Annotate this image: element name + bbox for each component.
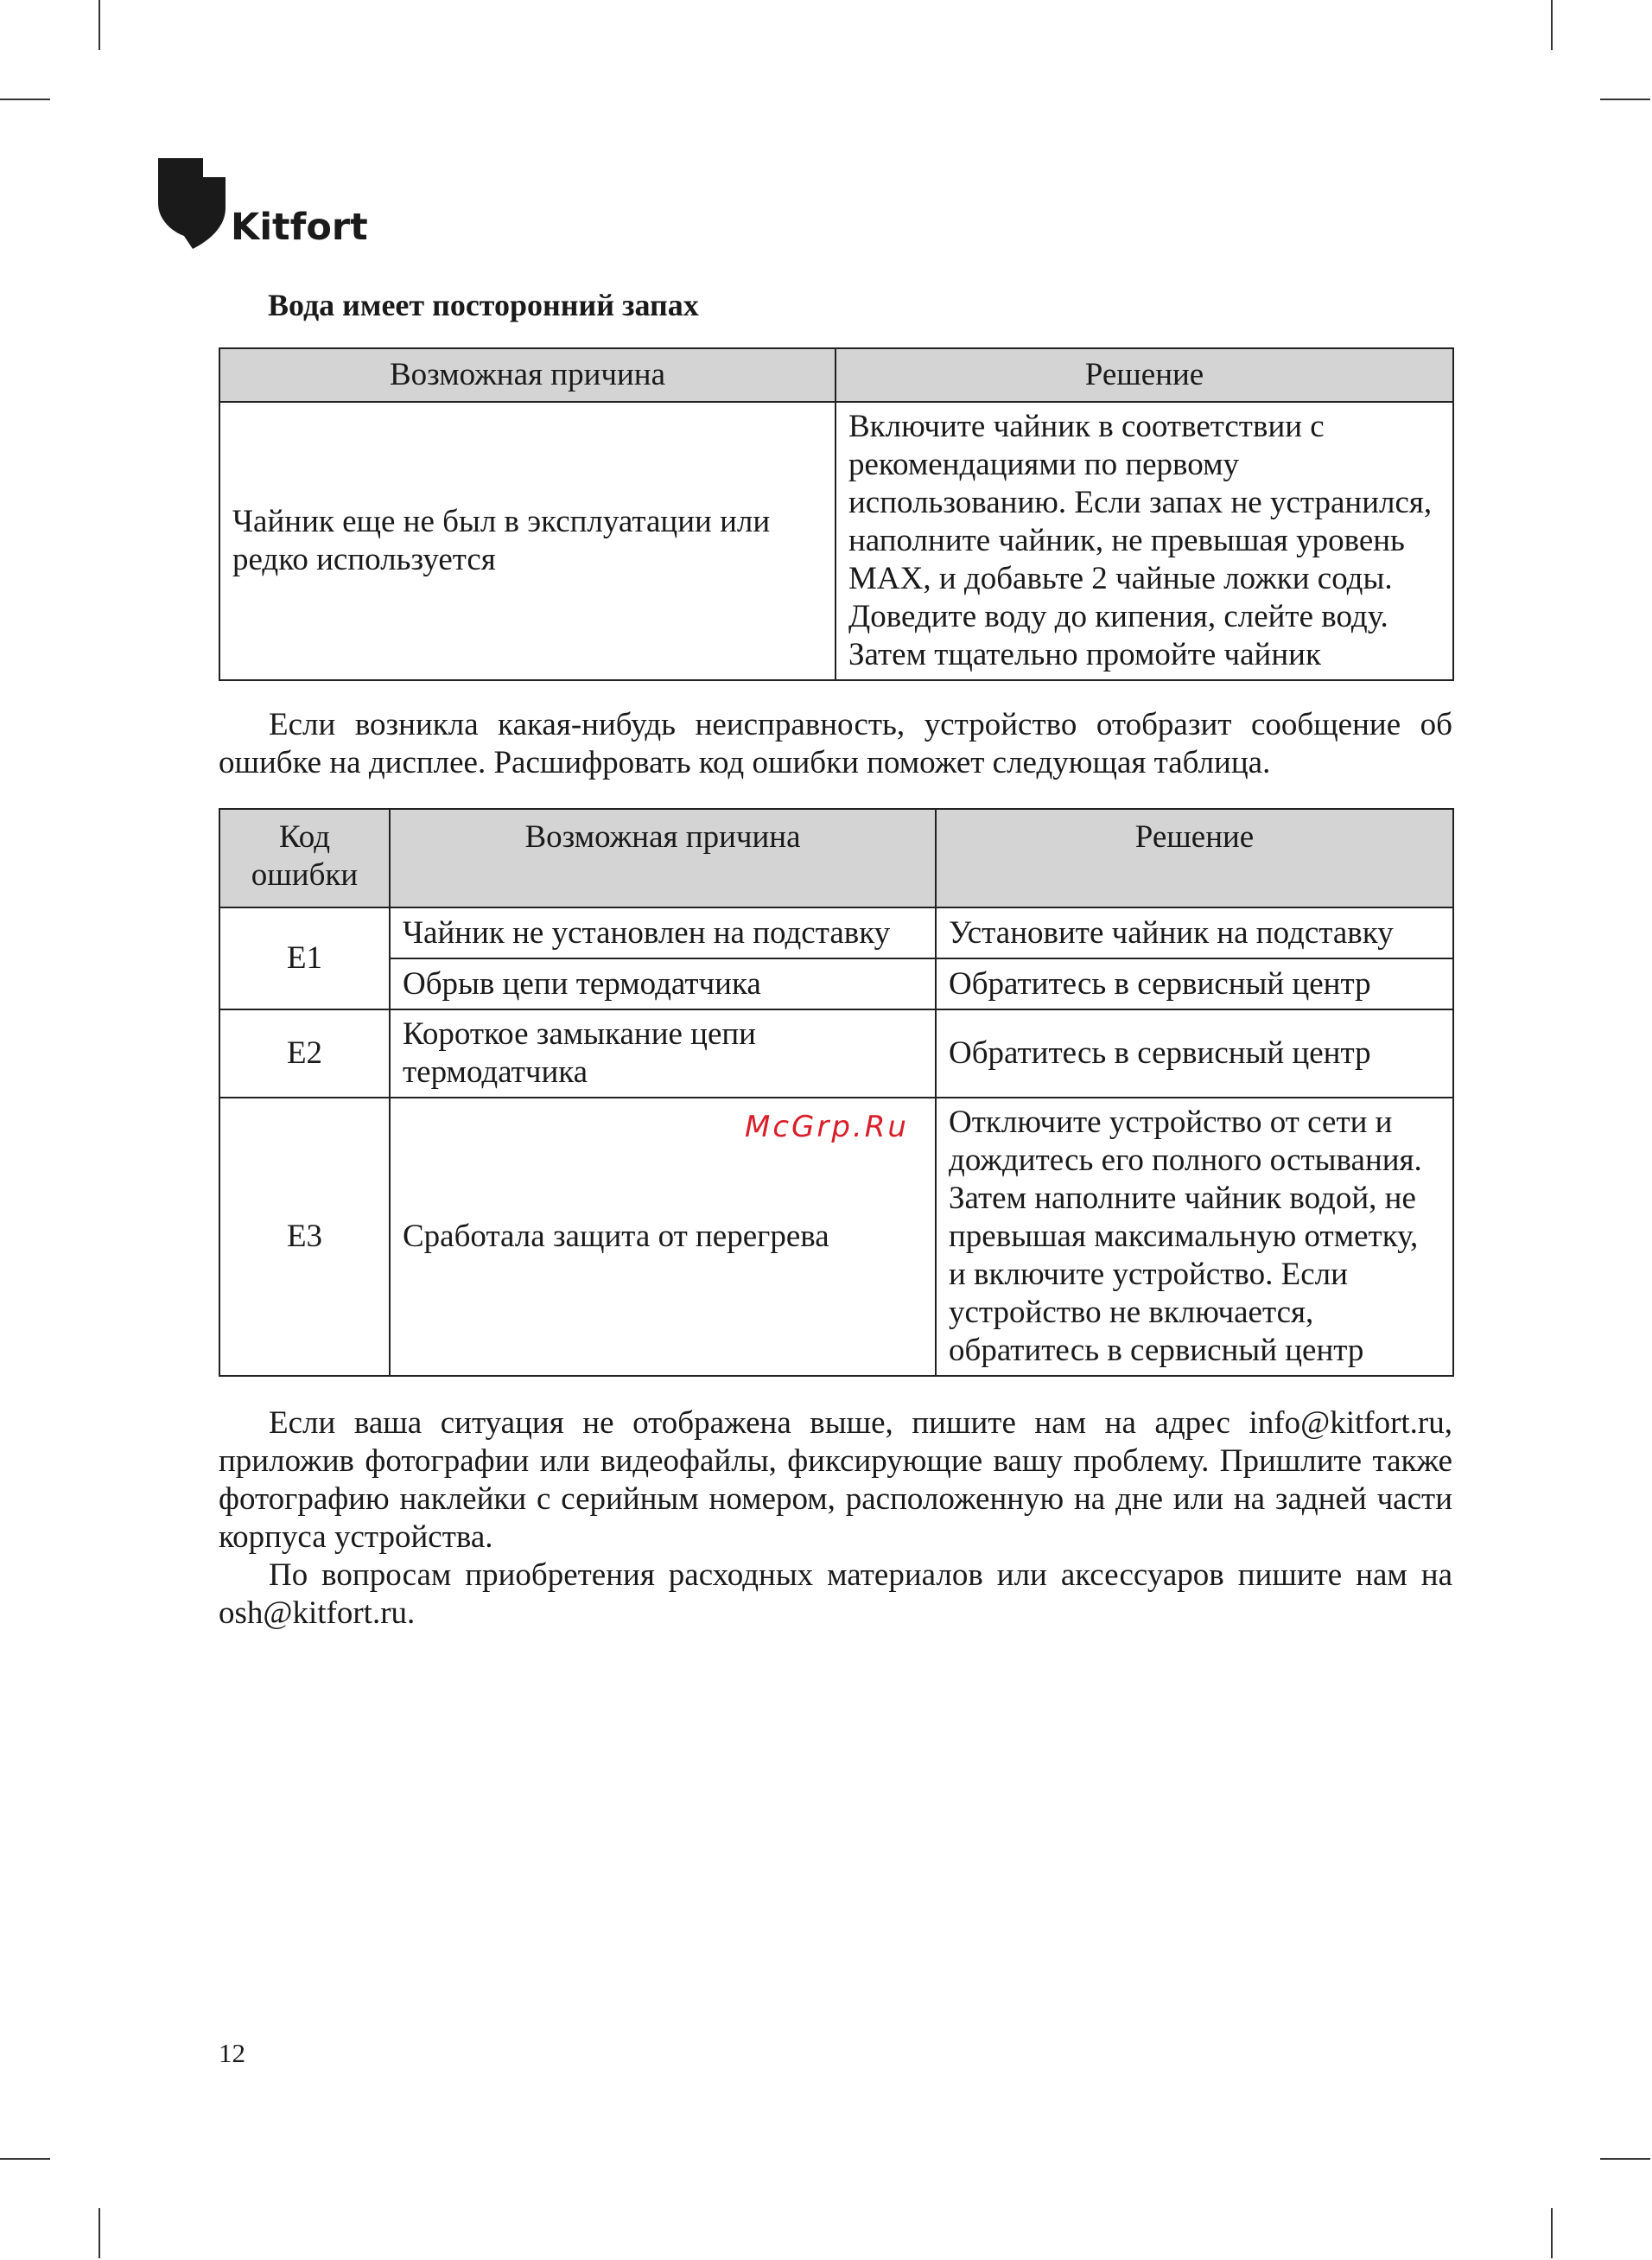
column-header: Возможная причина — [219, 348, 836, 402]
section-heading: Вода имеет посторонний запах — [268, 288, 699, 322]
crop-mark — [98, 2208, 100, 2258]
crop-mark — [1600, 99, 1650, 100]
intro-paragraph: Если возникла какая-нибудь неисправность, устройство отобразит сообщение об ошибке на дисплее. Расшифровать код ошибки поможет следующая таблица. — [219, 707, 1452, 780]
solution-cell: Обратитесь в сервисный центр — [936, 1009, 1453, 1098]
table-header-row — [219, 809, 1453, 907]
cause-cell: Сработала защита от перегрева — [390, 1098, 936, 1376]
crop-mark — [1551, 2208, 1553, 2258]
contact-text — [219, 1404, 1452, 1633]
crop-mark — [0, 99, 50, 100]
error-code-cell: E2 — [219, 1009, 390, 1098]
column-header: Возможная причина — [390, 809, 936, 907]
crop-mark — [98, 0, 100, 50]
table-row — [219, 958, 1453, 1009]
table-row — [219, 402, 1453, 680]
solution-cell: Включите чайник в соответствии с рекомендациями по первому использованию. Если запах не устранился, наполните чайник, не превышая уровень MAX, и добавьте 2 чайные ложки соды. Доведите воду до кипения, слейте воду. Затем тщательно промойте чайник — [836, 402, 1453, 680]
crop-mark — [1551, 0, 1553, 50]
accessories-paragraph: По вопросам приобретения расходных материалов или аксессуаров пишите нам на osh@kitfort.ru. — [219, 1557, 1452, 1631]
error-code-cell: E1 — [219, 907, 390, 1009]
watermark: McGrp.Ru — [745, 1110, 909, 1144]
table-header-row — [219, 348, 1453, 402]
cause-cell: Чайник не установлен на подставку — [390, 907, 936, 958]
brand-name: Kitfort — [231, 206, 368, 249]
solution-cell: Отключите устройство от сети и дождитесь его полного остывания. Затем наполните чайник водой, не превышая максимальную отметку, и включите устройство. Если устройство не включается, обратитесь в сервисный центр — [936, 1098, 1453, 1376]
odor-table — [219, 347, 1452, 681]
column-header: Решение — [936, 809, 1453, 907]
cause-cell: Чайник еще не был в эксплуатации или редко используется — [219, 402, 836, 680]
column-header: Код ошибки — [219, 809, 390, 907]
error-code-table — [219, 808, 1452, 1377]
error-code-cell: E3 — [219, 1098, 390, 1376]
kitfort-logo-icon — [158, 158, 226, 249]
cause-cell: Обрыв цепи термодатчика — [390, 958, 936, 1009]
cause-cell: Короткое замыкание цепи термодатчика — [390, 1009, 936, 1098]
table-row — [219, 907, 1453, 958]
kitfort-logo — [158, 158, 368, 249]
solution-cell: Обратитесь в сервисный центр — [936, 958, 1453, 1009]
solution-cell: Установите чайник на подставку — [936, 907, 1453, 958]
column-header: Решение — [836, 348, 1453, 402]
table-row — [219, 1009, 1453, 1098]
crop-mark — [0, 2158, 50, 2160]
support-paragraph: Если ваша ситуация не отображена выше, пишите нам на адрес info@kitfort.ru, приложив фотографии или видеофайлы, фиксирующие вашу проблему. Пришлите также фотографию наклейки с серийным номером, расположенную на дне или на задней части корпуса устройства. — [219, 1405, 1452, 1555]
page-number: 12 — [219, 2038, 245, 2068]
crop-mark — [1600, 2158, 1650, 2160]
